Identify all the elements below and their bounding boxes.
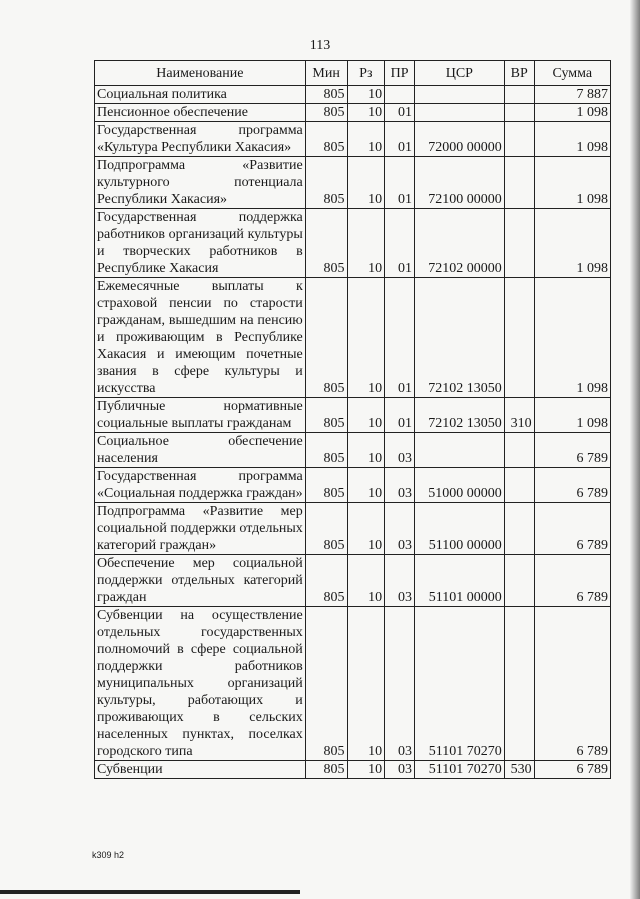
row-vr xyxy=(504,104,534,122)
table-row xyxy=(95,104,611,122)
row-pr: 03 xyxy=(385,607,415,761)
row-pr: 01 xyxy=(385,157,415,209)
scan-artifact-bar xyxy=(0,890,300,894)
row-csr: 51101 70270 xyxy=(414,607,504,761)
document-code: k309 h2 xyxy=(92,850,125,860)
row-pr: 01 xyxy=(385,122,415,157)
table-row xyxy=(95,209,611,278)
row-sum: 6 789 xyxy=(534,607,610,761)
row-csr: 72102 00000 xyxy=(414,209,504,278)
row-vr xyxy=(504,607,534,761)
row-pr: 01 xyxy=(385,209,415,278)
row-vr xyxy=(504,278,534,398)
row-pr xyxy=(385,86,415,104)
row-sum: 6 789 xyxy=(534,468,610,503)
row-sum: 1 098 xyxy=(534,398,610,433)
row-rz: 10 xyxy=(347,433,385,468)
row-min: 805 xyxy=(305,761,347,779)
row-vr xyxy=(504,555,534,607)
row-pr: 03 xyxy=(385,555,415,607)
row-rz: 10 xyxy=(347,104,385,122)
row-min: 805 xyxy=(305,433,347,468)
row-min: 805 xyxy=(305,104,347,122)
row-csr: 51000 00000 xyxy=(414,468,504,503)
row-vr: 530 xyxy=(504,761,534,779)
row-min: 805 xyxy=(305,555,347,607)
row-min: 805 xyxy=(305,398,347,433)
row-pr: 01 xyxy=(385,398,415,433)
row-min: 805 xyxy=(305,607,347,761)
row-sum: 1 098 xyxy=(534,209,610,278)
table-header-row xyxy=(95,61,611,86)
row-rz: 10 xyxy=(347,86,385,104)
row-name: Государственная программа «Культура Республики Хакасия» xyxy=(95,122,306,157)
row-csr: 51101 70270 xyxy=(414,761,504,779)
row-name: Социальная политика xyxy=(95,86,306,104)
row-sum: 6 789 xyxy=(534,503,610,555)
row-sum: 6 789 xyxy=(534,433,610,468)
row-name: Пенсионное обеспечение xyxy=(95,104,306,122)
column-header-sum: Сумма xyxy=(534,61,610,86)
table-row xyxy=(95,86,611,104)
row-csr xyxy=(414,104,504,122)
row-csr: 51100 00000 xyxy=(414,503,504,555)
table-row xyxy=(95,468,611,503)
row-rz: 10 xyxy=(347,468,385,503)
row-vr xyxy=(504,122,534,157)
table-row xyxy=(95,503,611,555)
row-name: Государственная поддержка работников организаций культуры и творческих работников в Республике Хакасия xyxy=(95,209,306,278)
row-rz: 10 xyxy=(347,157,385,209)
row-sum: 1 098 xyxy=(534,122,610,157)
row-sum: 1 098 xyxy=(534,278,610,398)
row-csr xyxy=(414,86,504,104)
row-sum: 6 789 xyxy=(534,555,610,607)
row-name: Социальное обеспечение населения xyxy=(95,433,306,468)
row-vr xyxy=(504,468,534,503)
row-pr: 03 xyxy=(385,761,415,779)
column-header-pr: ПР xyxy=(385,61,415,86)
row-name: Подпрограмма «Развитие культурного потенциала Республики Хакасия» xyxy=(95,157,306,209)
table-row xyxy=(95,398,611,433)
column-header-name: Наименование xyxy=(95,61,306,86)
row-sum: 6 789 xyxy=(534,761,610,779)
row-rz: 10 xyxy=(347,398,385,433)
table-row xyxy=(95,555,611,607)
table-row xyxy=(95,278,611,398)
row-csr xyxy=(414,433,504,468)
page-number: 113 xyxy=(309,38,331,53)
column-header-rz: Рз xyxy=(347,61,385,86)
row-name: Субвенции xyxy=(95,761,306,779)
row-rz: 10 xyxy=(347,503,385,555)
column-header-min: Мин xyxy=(305,61,347,86)
row-min: 805 xyxy=(305,278,347,398)
row-pr: 01 xyxy=(385,104,415,122)
row-vr xyxy=(504,157,534,209)
row-vr xyxy=(504,433,534,468)
row-pr: 03 xyxy=(385,468,415,503)
row-rz: 10 xyxy=(347,209,385,278)
table-row xyxy=(95,607,611,761)
row-vr xyxy=(504,86,534,104)
row-vr xyxy=(504,209,534,278)
row-sum: 7 887 xyxy=(534,86,610,104)
row-csr: 72100 00000 xyxy=(414,157,504,209)
table-row xyxy=(95,761,611,779)
row-csr: 72000 00000 xyxy=(414,122,504,157)
row-pr: 01 xyxy=(385,278,415,398)
row-name: Обеспечение мер социальной поддержки отдельных категорий граждан xyxy=(95,555,306,607)
column-header-csr: ЦСР xyxy=(414,61,504,86)
row-vr: 310 xyxy=(504,398,534,433)
row-name: Публичные нормативные социальные выплаты гражданам xyxy=(95,398,306,433)
row-name: Ежемесячные выплаты к страховой пенсии по старости гражданам, вышедшим на пенсию и проживающим в Республике Хакасия и имеющим почетные звания в сфере культуры и искусства xyxy=(95,278,306,398)
row-sum: 1 098 xyxy=(534,104,610,122)
row-csr: 72102 13050 xyxy=(414,278,504,398)
table-row xyxy=(95,122,611,157)
row-sum: 1 098 xyxy=(534,157,610,209)
scan-artifact-edge xyxy=(630,0,640,899)
row-rz: 10 xyxy=(347,607,385,761)
row-rz: 10 xyxy=(347,278,385,398)
row-min: 805 xyxy=(305,468,347,503)
row-pr: 03 xyxy=(385,433,415,468)
row-csr: 51101 00000 xyxy=(414,555,504,607)
row-rz: 10 xyxy=(347,122,385,157)
row-min: 805 xyxy=(305,122,347,157)
row-min: 805 xyxy=(305,157,347,209)
row-rz: 10 xyxy=(347,761,385,779)
row-name: Субвенции на осуществление отдельных государственных полномочий в сфере социальной поддержки работников муниципальных организаций культуры, работающих и проживающих в сельских населенных пунктах, поселках городского типа xyxy=(95,607,306,761)
row-name: Подпрограмма «Развитие мер социальной поддержки отдельных категорий граждан» xyxy=(95,503,306,555)
table-row xyxy=(95,433,611,468)
row-min: 805 xyxy=(305,503,347,555)
row-name: Государственная программа «Социальная поддержка граждан» xyxy=(95,468,306,503)
column-header-vr: ВР xyxy=(504,61,534,86)
row-csr: 72102 13050 xyxy=(414,398,504,433)
row-min: 805 xyxy=(305,86,347,104)
table-row xyxy=(95,157,611,209)
budget-table xyxy=(94,60,611,779)
row-rz: 10 xyxy=(347,555,385,607)
row-pr: 03 xyxy=(385,503,415,555)
row-vr xyxy=(504,503,534,555)
row-min: 805 xyxy=(305,209,347,278)
